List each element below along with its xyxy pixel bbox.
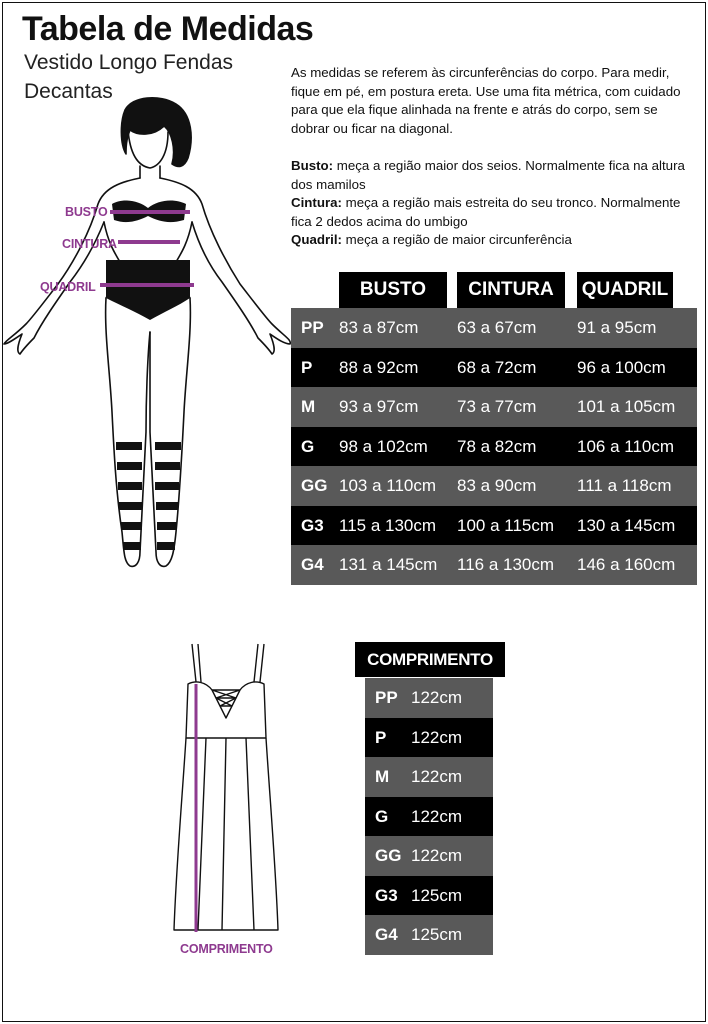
intro-text: As medidas se referem às circunferências do corpo. Para medir, fique em pé, em postura ereta. Use uma fita métrica, com cuidado para que ela fique alinhada na frente e atrás do corpo, sem se dobrar ou ficar na diagonal. <box>291 65 681 136</box>
size-label: PP <box>375 688 398 707</box>
page-subtitle: Vestido Longo Fendas Decantas <box>24 51 233 103</box>
label-cintura: CINTURA <box>62 237 117 251</box>
size-label: GG <box>375 846 402 865</box>
busto-value: 103 a 110cm <box>339 476 437 495</box>
definition-cintura: Cintura: meça a região mais estreita do seu tronco. Normalmente fica 2 dedos acima do umbigo <box>291 195 681 229</box>
busto-value: 131 a 145cm <box>339 555 438 574</box>
definition-quadril: Quadril: meça a região de maior circunferência <box>291 232 572 248</box>
size-label: GG <box>301 476 328 495</box>
size-label: M <box>301 397 316 416</box>
cintura-value: 73 a 77cm <box>457 397 537 416</box>
measurement-table <box>291 272 697 585</box>
table-row <box>291 466 697 506</box>
size-label: PP <box>301 318 324 337</box>
cintura-value: 116 a 130cm <box>457 555 555 574</box>
size-label: P <box>301 357 313 377</box>
table-row <box>291 308 697 348</box>
definitions <box>291 157 691 250</box>
size-label: M <box>375 767 390 786</box>
length-value: 125cm <box>411 925 463 944</box>
table-row <box>291 506 697 546</box>
table-row <box>291 387 697 427</box>
quadril-value: 91 a 95cm <box>577 318 657 337</box>
size-label: G3 <box>375 885 398 905</box>
cintura-value: 83 a 90cm <box>457 476 537 495</box>
quadril-value: 111 a 118cm <box>577 476 672 495</box>
table-row <box>291 427 697 467</box>
dress-illustration <box>166 640 286 940</box>
busto-value: 93 a 97cm <box>339 397 419 416</box>
length-value: 122cm <box>411 806 463 826</box>
length-value: 122cm <box>411 767 463 786</box>
cintura-value: 63 a 67cm <box>457 318 537 337</box>
busto-value: 83 a 87cm <box>339 318 419 337</box>
header-cintura: CINTURA <box>457 272 565 308</box>
quadril-value: 146 a 160cm <box>577 555 676 574</box>
table-row <box>291 348 697 388</box>
length-value: 122cm <box>411 727 463 747</box>
length-value: 122cm <box>411 688 463 707</box>
table-row <box>365 836 493 876</box>
busto-value: 88 a 92cm <box>339 357 419 377</box>
label-busto: BUSTO <box>65 205 108 219</box>
quadril-value: 101 a 105cm <box>577 397 676 416</box>
header-quadril: QUADRIL <box>577 272 673 308</box>
quadril-value: 106 a 110cm <box>577 436 675 456</box>
body-figure-illustration <box>0 92 292 582</box>
busto-value: 115 a 130cm <box>339 515 437 535</box>
table-row <box>365 757 493 797</box>
table-row <box>365 876 493 916</box>
size-label: G <box>375 806 389 826</box>
table-row <box>365 718 493 758</box>
busto-value: 98 a 102cm <box>339 436 428 456</box>
table-row <box>365 678 493 718</box>
cintura-value: 100 a 115cm <box>457 515 555 535</box>
size-label: G4 <box>301 555 324 574</box>
length-value: 125cm <box>411 885 463 905</box>
measurement-table-header <box>291 272 697 308</box>
header-busto: BUSTO <box>339 272 447 308</box>
cintura-value: 68 a 72cm <box>457 357 537 377</box>
size-label: P <box>375 727 387 747</box>
table-row <box>291 545 697 585</box>
page-title: Tabela de Medidas <box>22 10 314 48</box>
header-comprimento: COMPRIMENTO <box>355 642 505 677</box>
label-comprimento: COMPRIMENTO <box>180 942 273 956</box>
label-quadril: QUADRIL <box>40 280 96 294</box>
length-value: 122cm <box>411 846 463 865</box>
size-label: G4 <box>375 925 398 944</box>
size-label: G <box>301 436 315 456</box>
size-label: G3 <box>301 515 324 535</box>
quadril-value: 96 a 100cm <box>577 357 666 377</box>
table-row <box>365 797 493 837</box>
table-row <box>365 915 493 955</box>
definition-busto: Busto: meça a região maior dos seios. Normalmente fica na altura dos mamilos <box>291 158 685 192</box>
quadril-value: 130 a 145cm <box>577 515 676 535</box>
cintura-value: 78 a 82cm <box>457 436 537 456</box>
